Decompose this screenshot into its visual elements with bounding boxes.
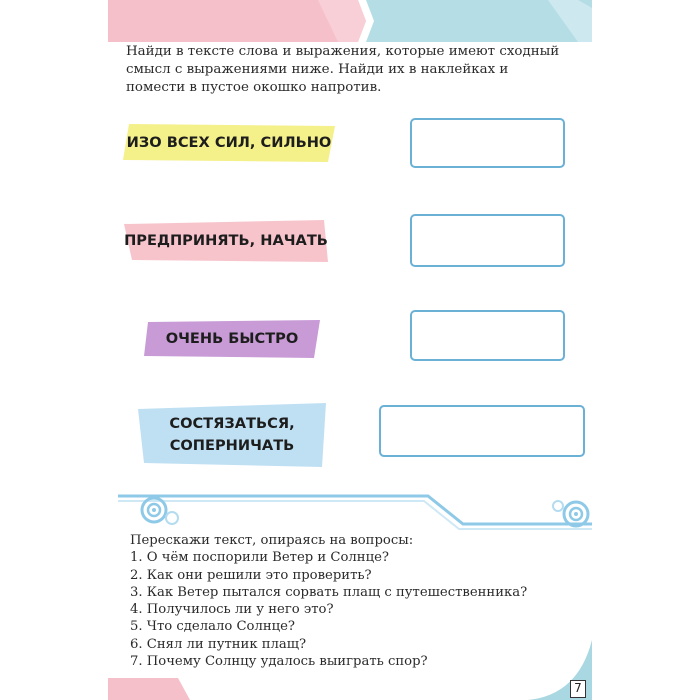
sticker-2-label: ПРЕДПРИНЯТЬ, НАЧАТЬ [124, 232, 328, 249]
target-circles-right-icon [553, 501, 588, 526]
question-2: 2. Как они решили это проверить? [130, 567, 372, 583]
sticker-ochen-bystro [144, 320, 320, 358]
section-divider [118, 486, 592, 532]
question-3: 3. Как Ветер пытался сорвать плащ с путешественника? [130, 584, 528, 600]
answer-box-2[interactable] [410, 214, 565, 267]
sticker-predprinyat [124, 220, 328, 262]
sticker-3-label: ОЧЕНЬ БЫСТРО [165, 330, 299, 347]
answer-box-4[interactable] [379, 405, 585, 457]
sticker-4-line1: СОСТЯЗАТЬСЯ, [169, 415, 295, 432]
sticker-1-label: ИЗО ВСЕХ СИЛ, СИЛЬНО [126, 134, 332, 151]
task-instruction: Найди в тексте слова и выражения, которые имеют сходный смысл с выражениями ниже. Найди их в наклейках и помести в пустое окошко напротив. [126, 44, 560, 95]
question-4: 4. Получилось ли у него это? [130, 602, 334, 618]
top-banner [108, 0, 592, 42]
question-5: 5. Что сделало Солнце? [130, 619, 296, 635]
workbook-page [108, 0, 592, 700]
sticker-4-label [169, 413, 294, 457]
bottom-banner [108, 640, 592, 700]
page-number: 7 [570, 680, 586, 698]
sticker-sostyazatsya [138, 403, 326, 467]
retell-intro: Перескажи текст, опираясь на вопросы: [130, 533, 414, 548]
sticker-4-line2: СОПЕРНИЧАТЬ [169, 437, 295, 454]
sticker-izo-vseh-sil [123, 124, 335, 162]
question-1: 1. О чём поспорили Ветер и Солнце? [130, 550, 389, 566]
answer-box-3[interactable] [410, 310, 565, 361]
question-6: 6. Снял ли путник плащ? [130, 636, 307, 652]
answer-box-1[interactable] [410, 118, 565, 168]
question-7: 7. Почему Солнцу удалось выиграть спор? [130, 654, 428, 670]
